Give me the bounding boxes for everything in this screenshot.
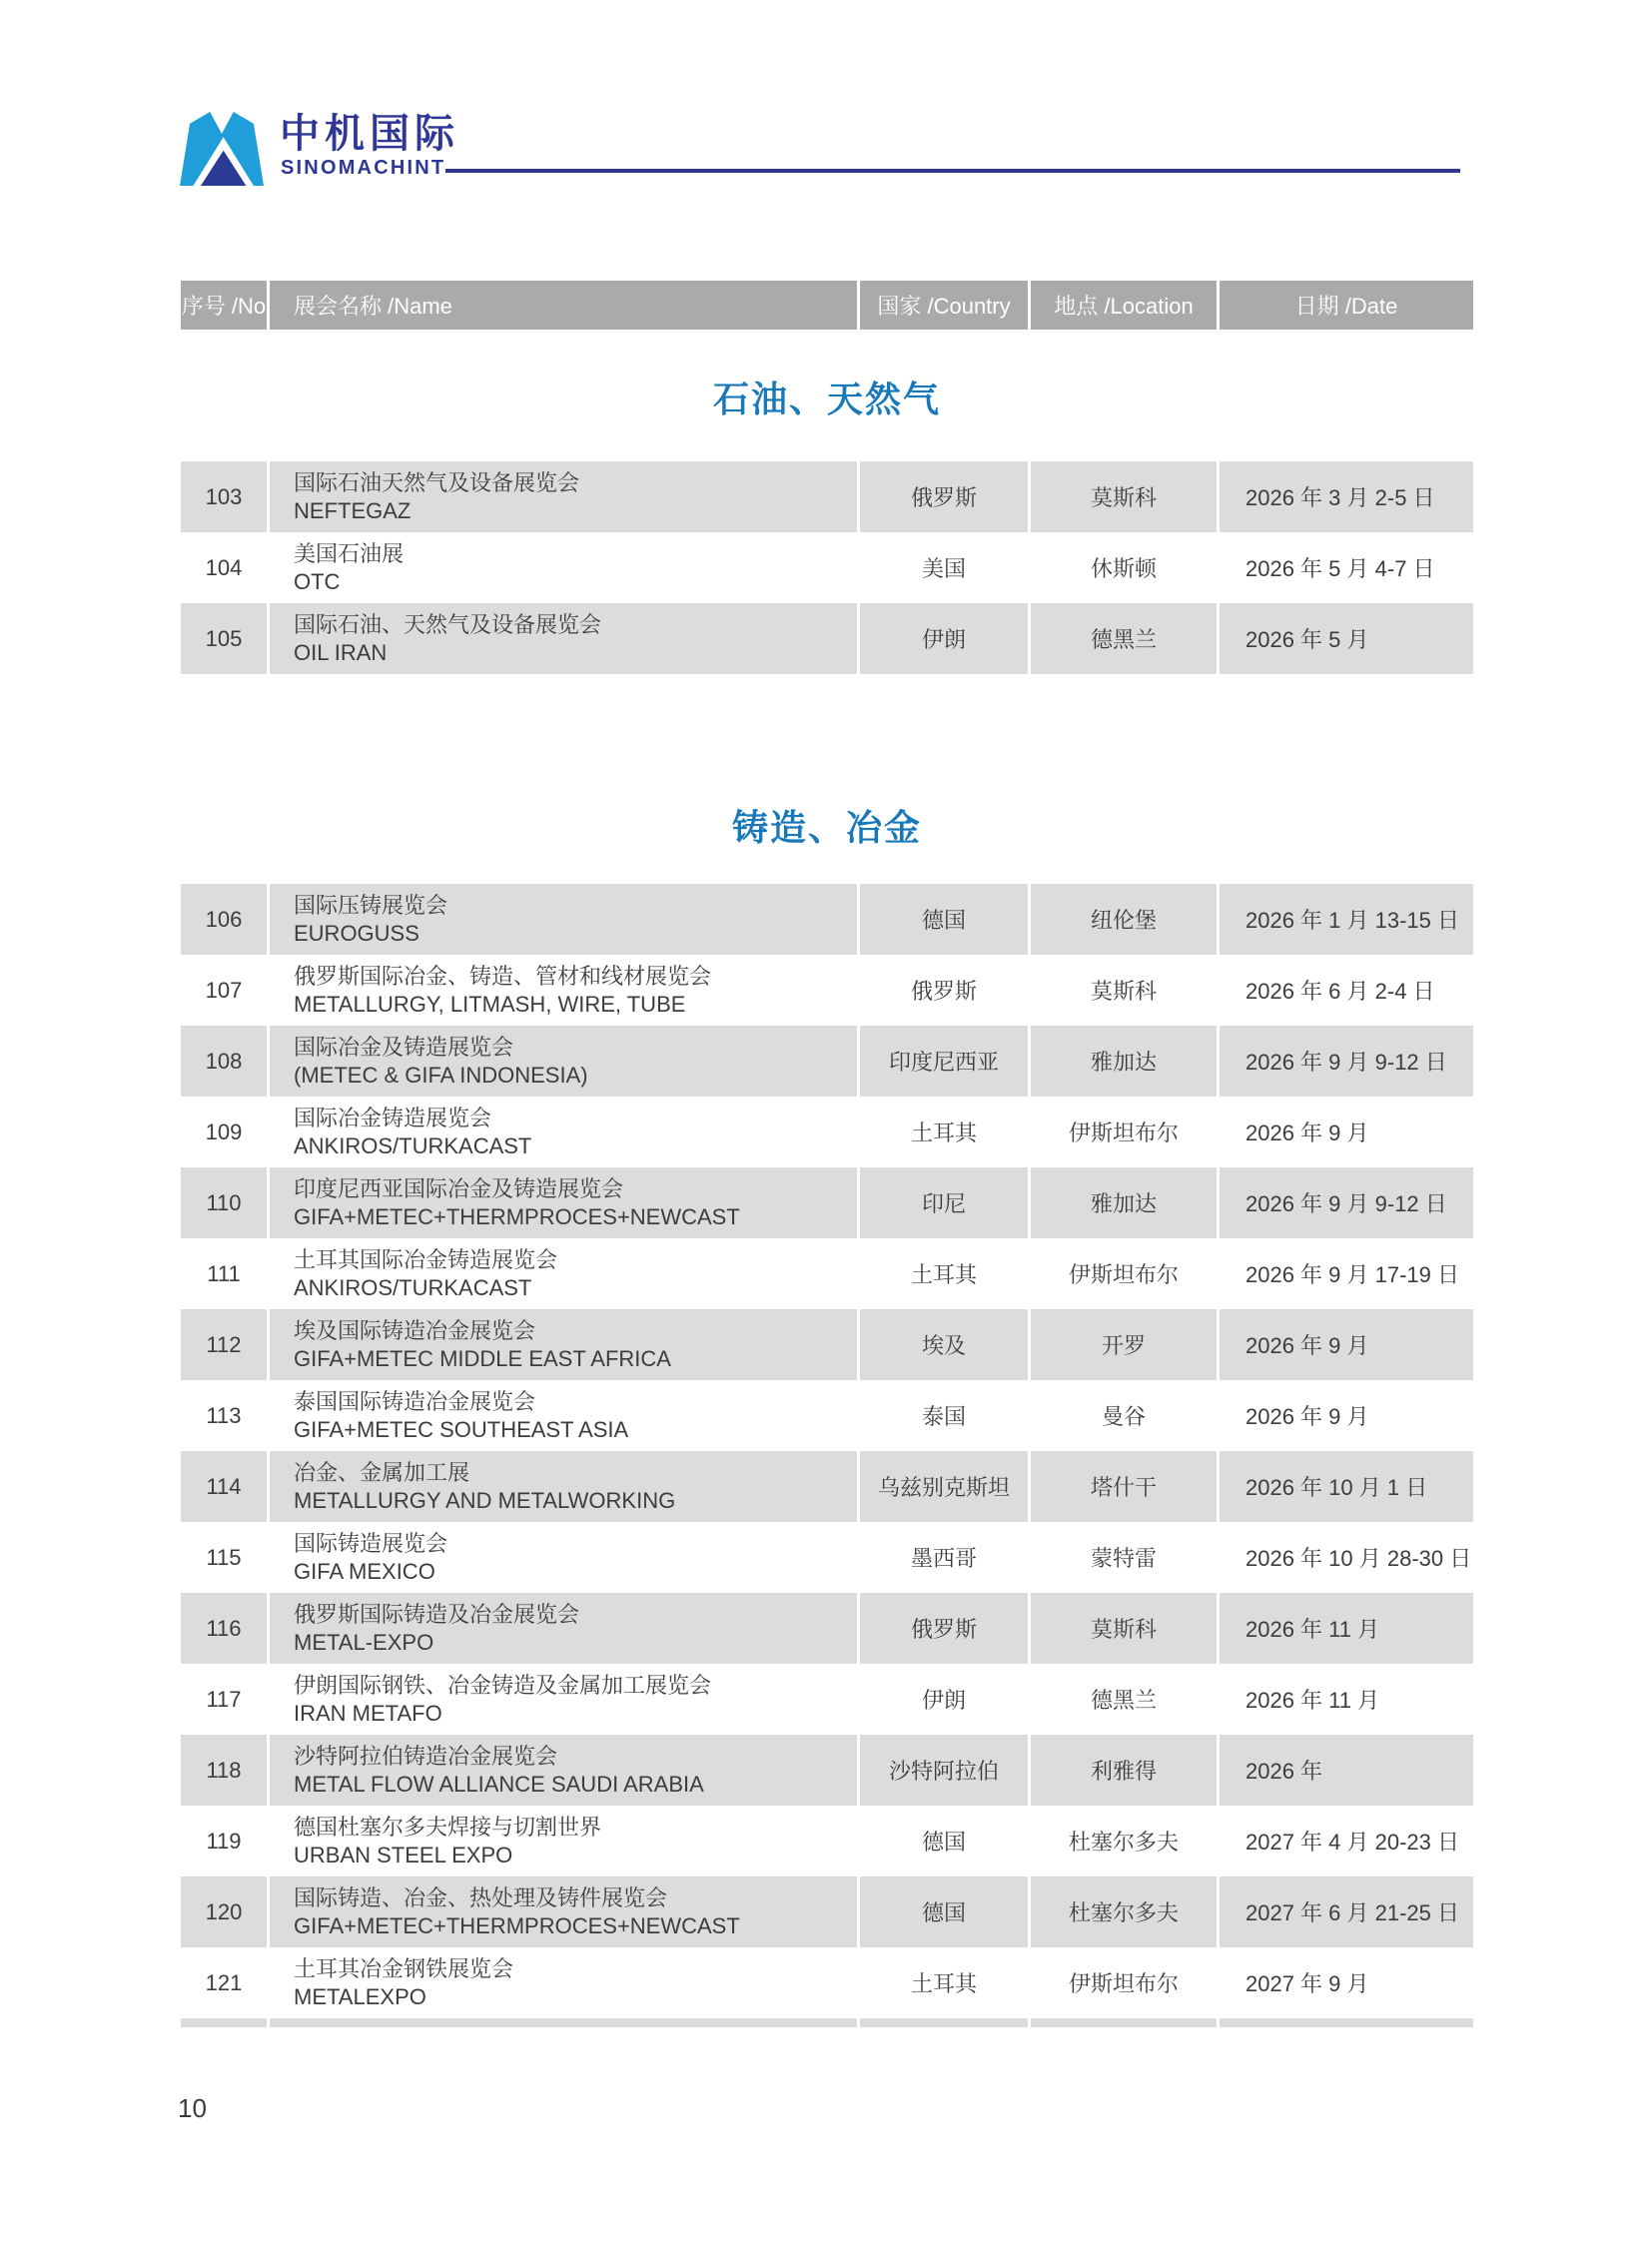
row-location: 曼谷	[1101, 1404, 1146, 1429]
row-name-cn: 土耳其国际冶金铸造展览会	[294, 1247, 558, 1272]
row-date: 2026 年 3 月 2-5 日	[1220, 461, 1473, 532]
row-name	[270, 532, 857, 603]
row-country: 土耳其	[910, 1971, 977, 1996]
row-no: 103	[181, 461, 267, 532]
row-name	[270, 1522, 857, 1593]
row-name-cn: 美国石油展	[294, 541, 405, 566]
row-name-cn: 国际铸造、冶金、热处理及铸件展览会	[294, 1885, 668, 1910]
row-name-cn: 国际石油天然气及设备展览会	[294, 470, 580, 495]
row-no: 113	[206, 1402, 242, 1428]
row-no: 115	[206, 1544, 242, 1570]
table-row	[181, 1876, 1473, 1947]
row-no: 121	[205, 1969, 243, 1995]
row-location: 开罗	[1031, 1309, 1217, 1380]
row-location: 德黑兰	[1031, 603, 1217, 674]
row-date: 2026 年 10 月 1 日	[1220, 1451, 1473, 1522]
row-date: 2026 年 11 月	[1245, 1688, 1380, 1713]
row-date: 2026 年 9 月	[1220, 1309, 1473, 1380]
row-name-cn: 土耳其冶金钢铁展览会	[294, 1956, 514, 1981]
row-name-en: GIFA+METEC SOUTHEAST ASIA	[294, 1417, 629, 1442]
row-no: 106	[181, 884, 267, 955]
row-no: 112	[181, 1309, 267, 1380]
row-location: 蒙特雷	[1090, 1546, 1157, 1571]
row-country: 印度尼西亚	[860, 1026, 1028, 1097]
header-cell-location: 地点 /Location	[1031, 281, 1217, 330]
table-row	[181, 1947, 1473, 2018]
brand-name-en: SINOMACHINT	[281, 157, 446, 179]
row-name-en: GIFA MEXICO	[294, 1559, 435, 1584]
row-name	[270, 1380, 857, 1451]
row-no: 111	[207, 1260, 241, 1286]
row-name	[270, 1451, 857, 1522]
row-name-en: GIFA+METEC+THERMPROCES+NEWCAST	[294, 1204, 740, 1229]
row-country: 墨西哥	[910, 1546, 977, 1571]
table-section	[181, 377, 1473, 674]
section-rows	[181, 461, 1473, 674]
row-location: 杜塞尔多夫	[1031, 1876, 1217, 1947]
row-no: 120	[181, 1876, 267, 1947]
header-cell-no: 序号 /No	[181, 281, 267, 330]
row-no: 108	[181, 1026, 267, 1097]
row-date: 2026 年 9 月	[1245, 1120, 1369, 1145]
row-name-en: GIFA+METEC MIDDLE EAST AFRICA	[294, 1346, 671, 1371]
row-name-cn: 印度尼西亚国际冶金及铸造展览会	[294, 1176, 624, 1201]
row-name-en: NEFTEGAZ	[294, 498, 412, 523]
row-date: 2026 年 6 月 2-4 日	[1245, 979, 1435, 1004]
table-row	[181, 1167, 1473, 1238]
row-name-cn: 德国杜塞尔多夫焊接与切割世界	[294, 1815, 602, 1840]
row-no: 110	[181, 1167, 267, 1238]
table-row	[181, 1522, 1473, 1593]
table-row	[181, 1309, 1473, 1380]
row-no: 118	[181, 1735, 267, 1806]
row-name-cn: 国际压铸展览会	[294, 893, 448, 918]
row-location: 塔什干	[1031, 1451, 1217, 1522]
row-name-en: METALLURGY, LITMASH, WIRE, TUBE	[294, 992, 686, 1017]
row-location: 杜塞尔多夫	[1068, 1830, 1179, 1855]
row-location: 雅加达	[1031, 1026, 1217, 1097]
row-name	[270, 1664, 857, 1735]
header-cell-date: 日期 /Date	[1220, 281, 1473, 330]
row-date: 2026 年 9 月 17-19 日	[1245, 1262, 1460, 1287]
row-location: 利雅得	[1031, 1735, 1217, 1806]
row-country: 伊朗	[921, 1688, 966, 1713]
row-name-cn: 俄罗斯国际冶金、铸造、管材和线材展览会	[294, 964, 712, 989]
table-row	[181, 884, 1473, 955]
section-title: 铸造、冶金	[731, 807, 922, 848]
table-row	[181, 1593, 1473, 1664]
row-date: 2026 年 9 月	[1245, 1404, 1369, 1429]
section-title: 石油、天然气	[712, 378, 941, 419]
row-name-en: ANKIROS/TURKACAST	[294, 1275, 532, 1300]
row-no: 114	[181, 1451, 267, 1522]
row-location: 德黑兰	[1090, 1688, 1157, 1713]
row-location: 莫斯科	[1031, 461, 1217, 532]
row-date: 2027 年 6 月 21-25 日	[1220, 1876, 1473, 1947]
row-name	[270, 1167, 857, 1238]
row-country: 俄罗斯	[860, 461, 1028, 532]
row-name	[270, 884, 857, 955]
row-location: 纽伦堡	[1031, 884, 1217, 955]
row-no: 109	[205, 1119, 243, 1144]
row-date: 2026 年 11 月	[1220, 1593, 1473, 1664]
row-country: 德国	[860, 1876, 1028, 1947]
row-date: 2027 年 9 月	[1245, 1971, 1369, 1996]
table-row	[181, 1806, 1473, 1876]
row-country: 土耳其	[910, 1262, 977, 1287]
row-name-en: METALEXPO	[294, 1984, 426, 2009]
row-name-cn: 国际冶金铸造展览会	[294, 1106, 492, 1130]
table-sections	[181, 377, 1473, 2018]
section-rows	[181, 884, 1473, 2018]
row-name	[270, 1238, 857, 1309]
row-name	[270, 1876, 857, 1947]
table-header-row	[181, 281, 1473, 330]
row-name	[270, 1097, 857, 1167]
table-row	[181, 1664, 1473, 1735]
row-country: 土耳其	[910, 1120, 977, 1145]
table-row	[181, 1735, 1473, 1806]
row-country: 德国	[921, 1830, 966, 1855]
row-no: 105	[181, 603, 267, 674]
page-number: 10	[178, 2093, 207, 2123]
row-name-en: GIFA+METEC+THERMPROCES+NEWCAST	[294, 1913, 740, 1938]
row-name-cn: 俄罗斯国际铸造及冶金展览会	[294, 1602, 580, 1627]
row-date: 2026 年 9 月 9-12 日	[1220, 1026, 1473, 1097]
row-date: 2027 年 4 月 20-23 日	[1245, 1830, 1460, 1855]
row-country: 埃及	[860, 1309, 1028, 1380]
row-name	[270, 1947, 857, 2018]
row-name-en: METALLURGY AND METALWORKING	[294, 1488, 676, 1513]
row-name-cn: 伊朗国际钢铁、冶金铸造及金属加工展览会	[294, 1673, 712, 1698]
row-name-cn: 埃及国际铸造冶金展览会	[294, 1318, 536, 1343]
row-name-en: URBAN STEEL EXPO	[294, 1843, 513, 1868]
row-no: 117	[206, 1686, 242, 1712]
row-country: 俄罗斯	[910, 979, 977, 1004]
table-row	[181, 1097, 1473, 1167]
row-date: 2026 年 9 月 9-12 日	[1220, 1167, 1473, 1238]
row-name-cn: 冶金、金属加工展	[294, 1460, 470, 1485]
header-rule	[445, 169, 1460, 173]
row-name-cn: 国际铸造展览会	[294, 1531, 448, 1556]
table-row	[181, 532, 1473, 603]
row-name	[270, 603, 857, 674]
row-date: 2026 年 1 月 13-15 日	[1220, 884, 1473, 955]
table-row	[181, 1380, 1473, 1451]
row-country: 泰国	[921, 1404, 966, 1429]
table-section	[181, 806, 1473, 2018]
row-name-en: EUROGUSS	[294, 921, 419, 946]
row-country: 俄罗斯	[860, 1593, 1028, 1664]
row-name-cn: 泰国国际铸造冶金展览会	[294, 1389, 536, 1414]
row-name-en: METAL-EXPO	[294, 1630, 434, 1655]
row-no: 119	[206, 1828, 242, 1854]
row-name	[270, 955, 857, 1026]
row-date: 2026 年 5 月	[1220, 603, 1473, 674]
row-location: 雅加达	[1031, 1167, 1217, 1238]
row-name-en: IRAN METAFO	[294, 1701, 442, 1726]
row-name	[270, 1309, 857, 1380]
row-country: 印尼	[860, 1167, 1028, 1238]
brand-name-cn: 中机国际	[280, 112, 459, 156]
table-row	[181, 1026, 1473, 1097]
row-date: 2026 年 10 月 28-30 日	[1245, 1546, 1472, 1571]
table-bottom-sliver	[181, 2018, 1473, 2027]
row-country: 乌兹别克斯坦	[860, 1451, 1028, 1522]
table-row	[181, 1451, 1473, 1522]
row-name	[270, 1026, 857, 1097]
row-name-cn: 国际石油、天然气及设备展览会	[294, 612, 602, 637]
row-date: 2026 年 5 月 4-7 日	[1245, 556, 1435, 581]
row-name-en: OTC	[294, 569, 341, 594]
header-cell-country: 国家 /Country	[860, 281, 1028, 330]
row-country: 伊朗	[860, 603, 1028, 674]
row-location: 休斯顿	[1090, 556, 1157, 581]
row-name-en: ANKIROS/TURKACAST	[294, 1133, 532, 1158]
row-country: 沙特阿拉伯	[860, 1735, 1028, 1806]
row-name-en: METAL FLOW ALLIANCE SAUDI ARABIA	[294, 1772, 704, 1797]
row-name-en: (METEC & GIFA INDONESIA)	[294, 1063, 588, 1088]
row-location: 伊斯坦布尔	[1068, 1262, 1179, 1287]
table-row	[181, 1238, 1473, 1309]
row-name	[270, 461, 857, 532]
row-date: 2026 年	[1220, 1735, 1473, 1806]
row-country: 德国	[860, 884, 1028, 955]
row-name	[270, 1735, 857, 1806]
header-cell-name: 展会名称 /Name	[270, 281, 857, 330]
row-no: 104	[205, 554, 243, 580]
row-name	[270, 1593, 857, 1664]
row-name	[270, 1806, 857, 1876]
row-name-cn: 国际冶金及铸造展览会	[294, 1035, 514, 1060]
table-row	[181, 603, 1473, 674]
row-no: 107	[205, 977, 243, 1003]
row-name-cn: 沙特阿拉伯铸造冶金展览会	[294, 1744, 558, 1769]
row-no: 116	[181, 1593, 267, 1664]
row-country: 美国	[921, 556, 966, 581]
table-row	[181, 461, 1473, 532]
sinomachint-logo-icon	[180, 112, 264, 186]
row-name-en: OIL IRAN	[294, 640, 388, 665]
row-location: 莫斯科	[1090, 979, 1157, 1004]
table-row	[181, 955, 1473, 1026]
row-location: 莫斯科	[1031, 1593, 1217, 1664]
exhibition-table	[181, 281, 1473, 2027]
row-location: 伊斯坦布尔	[1068, 1120, 1179, 1145]
row-location: 伊斯坦布尔	[1068, 1971, 1179, 1996]
